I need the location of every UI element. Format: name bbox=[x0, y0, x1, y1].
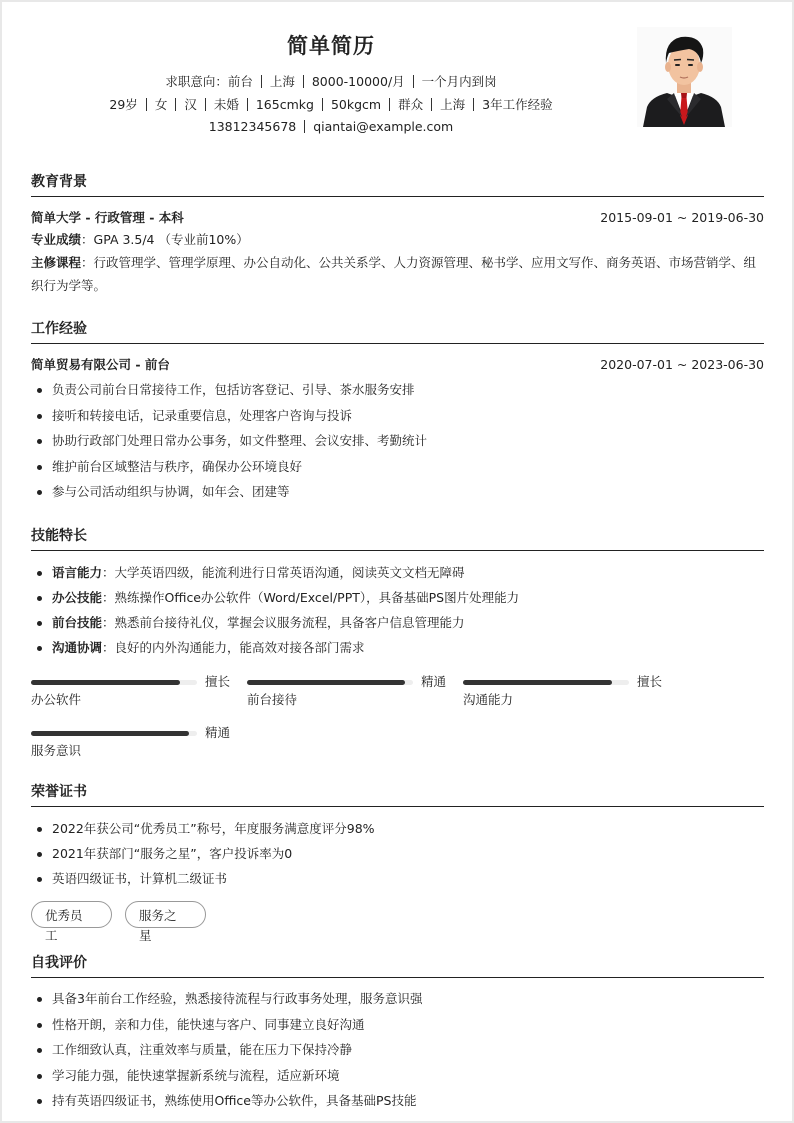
skill-bar-name: 办公软件 bbox=[31, 692, 82, 707]
list-item bbox=[31, 610, 764, 635]
skills-list bbox=[31, 560, 764, 660]
education-courses bbox=[31, 251, 764, 297]
skill-bar-office bbox=[31, 672, 247, 712]
skill-text: ：良好的内外沟通能力，能高效对接各部门需求 bbox=[102, 640, 365, 655]
list-item: 2022年获公司“优秀员工”称号，年度服务满意度评分98% bbox=[31, 816, 764, 841]
skill-bar-fill bbox=[31, 731, 189, 736]
work-company: 简单贸易有限公司 - 前台 bbox=[31, 357, 170, 372]
work-dates: 2020-07-01 ~ 2023-06-30 bbox=[600, 356, 764, 372]
skill-label: 前台技能 bbox=[52, 615, 103, 630]
skill-text: ：熟练操作Office办公软件（Word/Excel/PPT），具备基础PS图片处理能力 bbox=[102, 590, 520, 605]
divider bbox=[473, 98, 474, 111]
contact-line bbox=[0, 119, 662, 134]
list-item bbox=[31, 635, 764, 660]
skill-bar-level: 擅长 bbox=[637, 674, 663, 689]
section-title-skills: 技能特长 bbox=[31, 526, 764, 551]
gpa-label: 专业成绩 bbox=[31, 232, 82, 247]
skill-label: 语言能力 bbox=[52, 565, 103, 580]
section-work bbox=[31, 319, 764, 505]
self-evaluation-list bbox=[31, 986, 764, 1114]
skill-bar-track bbox=[247, 680, 413, 685]
avatar-illustration-icon bbox=[637, 27, 732, 127]
skill-bar-fill bbox=[31, 680, 180, 685]
list-item: 英语四级证书，计算机二级证书 bbox=[31, 866, 764, 891]
skill-bar-name: 前台接待 bbox=[247, 692, 298, 707]
divider bbox=[431, 98, 432, 111]
job-intent-line bbox=[0, 72, 662, 90]
skill-bar-fill bbox=[247, 680, 405, 685]
section-title-education: 教育背景 bbox=[31, 172, 764, 197]
section-self-evaluation bbox=[31, 953, 764, 1114]
resume-header bbox=[0, 0, 794, 150]
section-title-self-evaluation: 自我评价 bbox=[31, 953, 764, 978]
info-gender: 女 bbox=[154, 97, 168, 112]
info-political: 群众 bbox=[398, 97, 424, 112]
info-age: 29岁 bbox=[109, 97, 138, 112]
list-item: 工作细致认真，注重效率与质量，能在压力下保持冷静 bbox=[31, 1037, 764, 1063]
honor-tags bbox=[31, 901, 764, 943]
honors-list bbox=[31, 816, 764, 891]
divider bbox=[303, 75, 304, 88]
skill-label: 沟通协调 bbox=[52, 640, 103, 655]
divider bbox=[205, 98, 206, 111]
skill-text: ：大学英语四级，能流利进行日常英语沟通，阅读英文文档无障碍 bbox=[102, 565, 465, 580]
honor-tag-label: 服务之星 bbox=[139, 908, 177, 943]
skill-bar-communication bbox=[463, 672, 679, 712]
divider bbox=[322, 98, 323, 111]
skill-bar-reception bbox=[247, 672, 463, 712]
list-item: 维护前台区域整洁与秩序，确保办公环境良好 bbox=[31, 454, 764, 480]
divider bbox=[304, 120, 305, 133]
skill-bar-track bbox=[31, 680, 197, 685]
work-duties-list bbox=[31, 377, 764, 505]
list-item bbox=[31, 585, 764, 610]
honor-tag-label: 优秀员工 bbox=[45, 908, 83, 943]
section-honors bbox=[31, 782, 764, 943]
list-item: 负责公司前台日常接待工作，包括访客登记、引导、茶水服务安排 bbox=[31, 377, 764, 403]
contact-phone[interactable]: 13812345678 bbox=[208, 119, 297, 134]
info-location: 上海 bbox=[440, 97, 466, 112]
skill-bar-level: 精通 bbox=[421, 674, 447, 689]
education-row bbox=[31, 206, 764, 228]
list-item: 接听和转接电话，记录重要信息，处理客户咨询与投诉 bbox=[31, 403, 764, 429]
skill-bars bbox=[31, 672, 764, 762]
skill-label: 办公技能 bbox=[52, 590, 103, 605]
info-marital: 未婚 bbox=[213, 97, 239, 112]
list-item: 2021年获部门“服务之星”，客户投诉率为0 bbox=[31, 841, 764, 866]
courses-label: 主修课程 bbox=[31, 255, 82, 270]
courses-value: ：行政管理学、管理学原理、办公自动化、公共关系学、人力资源管理、秘书学、应用文写作、商务英语、市场营销学、组织行为学等。 bbox=[31, 255, 757, 293]
divider bbox=[175, 98, 176, 111]
job-intent-label: 求职意向： bbox=[165, 74, 228, 89]
skill-bar-level: 精通 bbox=[205, 725, 231, 740]
work-row bbox=[31, 353, 764, 375]
list-item: 持有英语四级证书，熟练使用Office等办公软件，具备基础PS技能 bbox=[31, 1088, 764, 1114]
job-intent-position: 前台 bbox=[227, 74, 253, 89]
info-ethnicity: 汉 bbox=[184, 97, 197, 112]
skill-bar-level: 擅长 bbox=[205, 674, 231, 689]
section-education bbox=[31, 172, 764, 297]
job-intent-availability: 一个月内到岗 bbox=[421, 74, 497, 89]
basic-info-line bbox=[0, 95, 662, 113]
skill-bar-name: 服务意识 bbox=[31, 743, 82, 758]
divider bbox=[413, 75, 414, 88]
divider bbox=[261, 75, 262, 88]
avatar-photo bbox=[637, 27, 732, 127]
education-dates: 2015-09-01 ~ 2019-06-30 bbox=[600, 209, 764, 225]
skill-bar-track bbox=[463, 680, 629, 685]
info-weight: 50kgcm bbox=[330, 97, 382, 112]
education-school: 简单大学 - 行政管理 - 本科 bbox=[31, 210, 184, 225]
gpa-value: ：GPA 3.5/4 （专业前10%） bbox=[81, 232, 249, 247]
contact-email[interactable]: qiantai@example.com bbox=[313, 119, 454, 134]
skill-bar-name: 沟通能力 bbox=[463, 692, 514, 707]
skill-bar-service bbox=[31, 723, 247, 763]
list-item: 具备3年前台工作经验，熟悉接待流程与行政事务处理，服务意识强 bbox=[31, 986, 764, 1012]
resume-title: 简单简历 bbox=[287, 34, 375, 58]
honor-tag bbox=[31, 901, 112, 943]
list-item: 参与公司活动组织与协调，如年会、团建等 bbox=[31, 479, 764, 505]
info-height: 165cmkg bbox=[255, 97, 314, 112]
section-title-honors: 荣誉证书 bbox=[31, 782, 764, 807]
list-item bbox=[31, 560, 764, 585]
divider bbox=[146, 98, 147, 111]
section-skills bbox=[31, 526, 764, 762]
section-title-work: 工作经验 bbox=[31, 319, 764, 344]
divider bbox=[247, 98, 248, 111]
job-intent-city: 上海 bbox=[269, 74, 295, 89]
list-item: 协助行政部门处理日常办公事务，如文件整理、会议安排、考勤统计 bbox=[31, 428, 764, 454]
skill-text: ：熟悉前台接待礼仪，掌握会议服务流程，具备客户信息管理能力 bbox=[102, 615, 465, 630]
skill-bar-fill bbox=[463, 680, 612, 685]
info-experience: 3年工作经验 bbox=[482, 97, 553, 112]
job-intent-salary: 8000-10000/月 bbox=[311, 74, 405, 89]
list-item: 性格开朗，亲和力佳，能快速与客户、同事建立良好沟通 bbox=[31, 1012, 764, 1038]
skill-bar-track bbox=[31, 731, 197, 736]
honor-tag bbox=[125, 901, 206, 943]
divider bbox=[389, 98, 390, 111]
education-gpa bbox=[31, 228, 764, 251]
list-item: 学习能力强，能快速掌握新系统与流程，适应新环境 bbox=[31, 1063, 764, 1089]
